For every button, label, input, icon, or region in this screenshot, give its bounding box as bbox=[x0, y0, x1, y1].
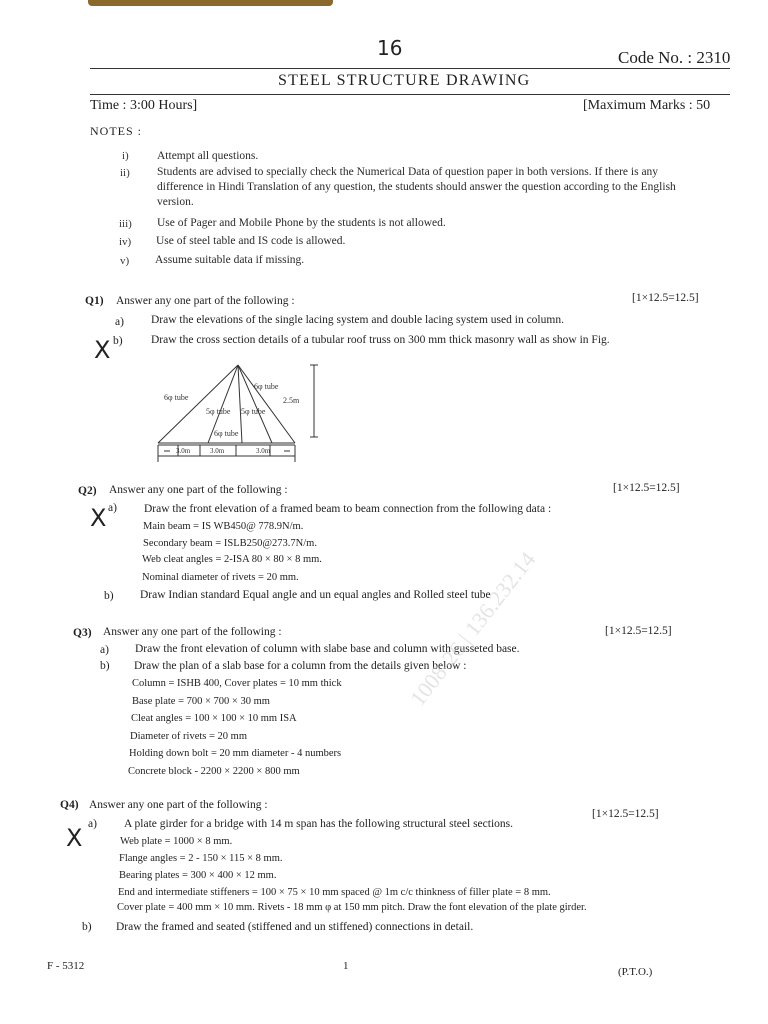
title-rule bbox=[90, 94, 730, 95]
note-number: i) bbox=[122, 150, 129, 162]
q3-b-data: Concrete block - 2200 × 2200 × 800 mm bbox=[128, 766, 300, 777]
q3-b-label: b) bbox=[100, 660, 110, 672]
truss-figure bbox=[140, 355, 340, 470]
q4-marks: [1×12.5=12.5] bbox=[592, 808, 659, 820]
cross-mark-icon: X bbox=[66, 824, 83, 852]
q3-b-data: Column = ISHB 400, Cover plates = 10 mm thick bbox=[132, 678, 342, 689]
q1-b-text: Draw the cross section details of a tubular roof truss on 300 mm thick masonry wall as show in Fig. bbox=[151, 334, 610, 346]
q4-a-label: a) bbox=[88, 818, 97, 830]
note-text: Use of steel table and IS code is allowed. bbox=[156, 235, 346, 247]
note-text: version. bbox=[157, 196, 194, 208]
truss-label: 5φ tube bbox=[241, 407, 266, 416]
footer-page-number: 1 bbox=[343, 960, 349, 972]
q3-b-text: Draw the plan of a slab base for a column from the details given below : bbox=[134, 660, 467, 672]
truss-label: 5φ tube bbox=[206, 407, 231, 416]
q2-a-data: Main beam = IS WB450@ 778.9N/m. bbox=[143, 521, 304, 532]
q4-a-data: Bearing plates = 300 × 400 × 12 mm. bbox=[119, 870, 277, 881]
q3-number: Q3) bbox=[73, 627, 92, 639]
notes-heading: NOTES : bbox=[90, 124, 142, 138]
max-marks: [Maximum Marks : 50 bbox=[583, 98, 711, 113]
q2-a-data: Web cleat angles = 2-ISA 80 × 80 × 8 mm. bbox=[142, 554, 322, 565]
q2-a-data: Secondary beam = ISLB250@273.7N/m. bbox=[143, 538, 317, 549]
exam-title: STEEL STRUCTURE DRAWING bbox=[278, 72, 531, 89]
q2-a-data: Nominal diameter of rivets = 20 mm. bbox=[142, 572, 299, 583]
truss-span-label: 3.0m bbox=[210, 447, 225, 455]
q4-b-text: Draw the framed and seated (stiffened and un stiffened) connections in detail. bbox=[116, 921, 474, 933]
truss-label: 6φ tube bbox=[214, 429, 239, 438]
truss-span-label: 3.0m bbox=[256, 447, 271, 455]
q4-a-data: Web plate = 1000 × 8 mm. bbox=[120, 836, 233, 847]
q2-number: Q2) bbox=[78, 485, 97, 497]
note-number: v) bbox=[120, 255, 130, 267]
note-text: Use of Pager and Mobile Phone by the students is not allowed. bbox=[157, 217, 446, 229]
q4-a-data: Flange angles = 2 - 150 × 115 × 8 mm. bbox=[119, 853, 283, 864]
q2-a-text: Draw the front elevation of a framed beam to beam connection from the following data : bbox=[144, 503, 552, 515]
q3-b-data: Holding down bolt = 20 mm diameter - 4 numbers bbox=[129, 748, 342, 759]
handwritten-page-number: 16 bbox=[377, 36, 403, 60]
q3-b-data: Cleat angles = 100 × 100 × 10 mm ISA bbox=[131, 713, 297, 724]
exam-time: Time : 3:00 Hours] bbox=[90, 98, 198, 113]
q2-marks: [1×12.5=12.5] bbox=[613, 482, 680, 494]
note-number: ii) bbox=[120, 167, 130, 179]
q2-a-label: a) bbox=[108, 502, 117, 514]
q3-b-data: Base plate = 700 × 700 × 30 mm bbox=[132, 696, 270, 707]
truss-label: 6φ tube bbox=[164, 393, 189, 402]
q4-a-text: A plate girder for a bridge with 14 m span has the following structural steel sections. bbox=[124, 818, 513, 830]
q1-a-text: Draw the elevations of the single lacing system and double lacing system used in column. bbox=[151, 314, 564, 326]
q2-b-label: b) bbox=[104, 590, 114, 602]
q3-instruction: Answer any one part of the following : bbox=[103, 626, 282, 638]
truss-span-label: 3.0m bbox=[176, 447, 191, 455]
q1-b-label: b) bbox=[113, 335, 123, 347]
note-number: iii) bbox=[119, 218, 132, 230]
note-text: Attempt all questions. bbox=[157, 150, 259, 162]
q2-b-text: Draw Indian standard Equal angle and un equal angles and Rolled steel tube bbox=[140, 589, 491, 601]
note-number: iv) bbox=[119, 236, 132, 248]
footer-code: F - 5312 bbox=[47, 960, 85, 972]
truss-height-label: 2.5m bbox=[283, 396, 300, 405]
q1-instruction: Answer any one part of the following : bbox=[116, 295, 295, 307]
q4-number: Q4) bbox=[60, 799, 79, 811]
q2-instruction: Answer any one part of the following : bbox=[109, 484, 288, 496]
q1-number: Q1) bbox=[85, 295, 104, 307]
q1-a-label: a) bbox=[115, 316, 124, 328]
note-text: Students are advised to specially check the Numerical Data of question paper in both versions. If there is any bbox=[157, 166, 659, 178]
note-text: difference in Hindi Translation of any question, the students should answer the question according to the English bbox=[157, 181, 676, 193]
q4-b-label: b) bbox=[82, 921, 92, 933]
q4-a-extra: End and intermediate stiffeners = 100 × 75 × 10 mm spaced @ 1m c/c thinkness of filler plate = 8 mm. bbox=[118, 887, 551, 898]
cross-mark-icon: X bbox=[94, 336, 111, 364]
q3-b-data: Diameter of rivets = 20 mm bbox=[130, 731, 248, 742]
cross-mark-icon: X bbox=[90, 504, 107, 532]
footer-pto: (P.T.O.) bbox=[618, 966, 653, 978]
q4-a-extra: Cover plate = 400 mm × 10 mm. Rivets - 18 mm φ at 150 mm pitch. Draw the font elevation of the plate girder. bbox=[117, 902, 587, 913]
q3-a-label: a) bbox=[100, 644, 109, 656]
note-text: Assume suitable data if missing. bbox=[155, 254, 305, 266]
q4-instruction: Answer any one part of the following : bbox=[89, 799, 268, 811]
torn-top-edge bbox=[88, 0, 333, 6]
q1-marks: [1×12.5=12.5] bbox=[632, 292, 699, 304]
q3-marks: [1×12.5=12.5] bbox=[605, 625, 672, 637]
q3-a-text: Draw the front elevation of column with slabe base and column with gusseted base. bbox=[135, 643, 520, 655]
watermark: 1008-26 | 136.232.14 bbox=[405, 547, 541, 711]
code-number: Code No. : 2310 bbox=[618, 48, 731, 67]
truss-label: 6φ tube bbox=[254, 382, 279, 391]
top-rule bbox=[90, 68, 730, 69]
